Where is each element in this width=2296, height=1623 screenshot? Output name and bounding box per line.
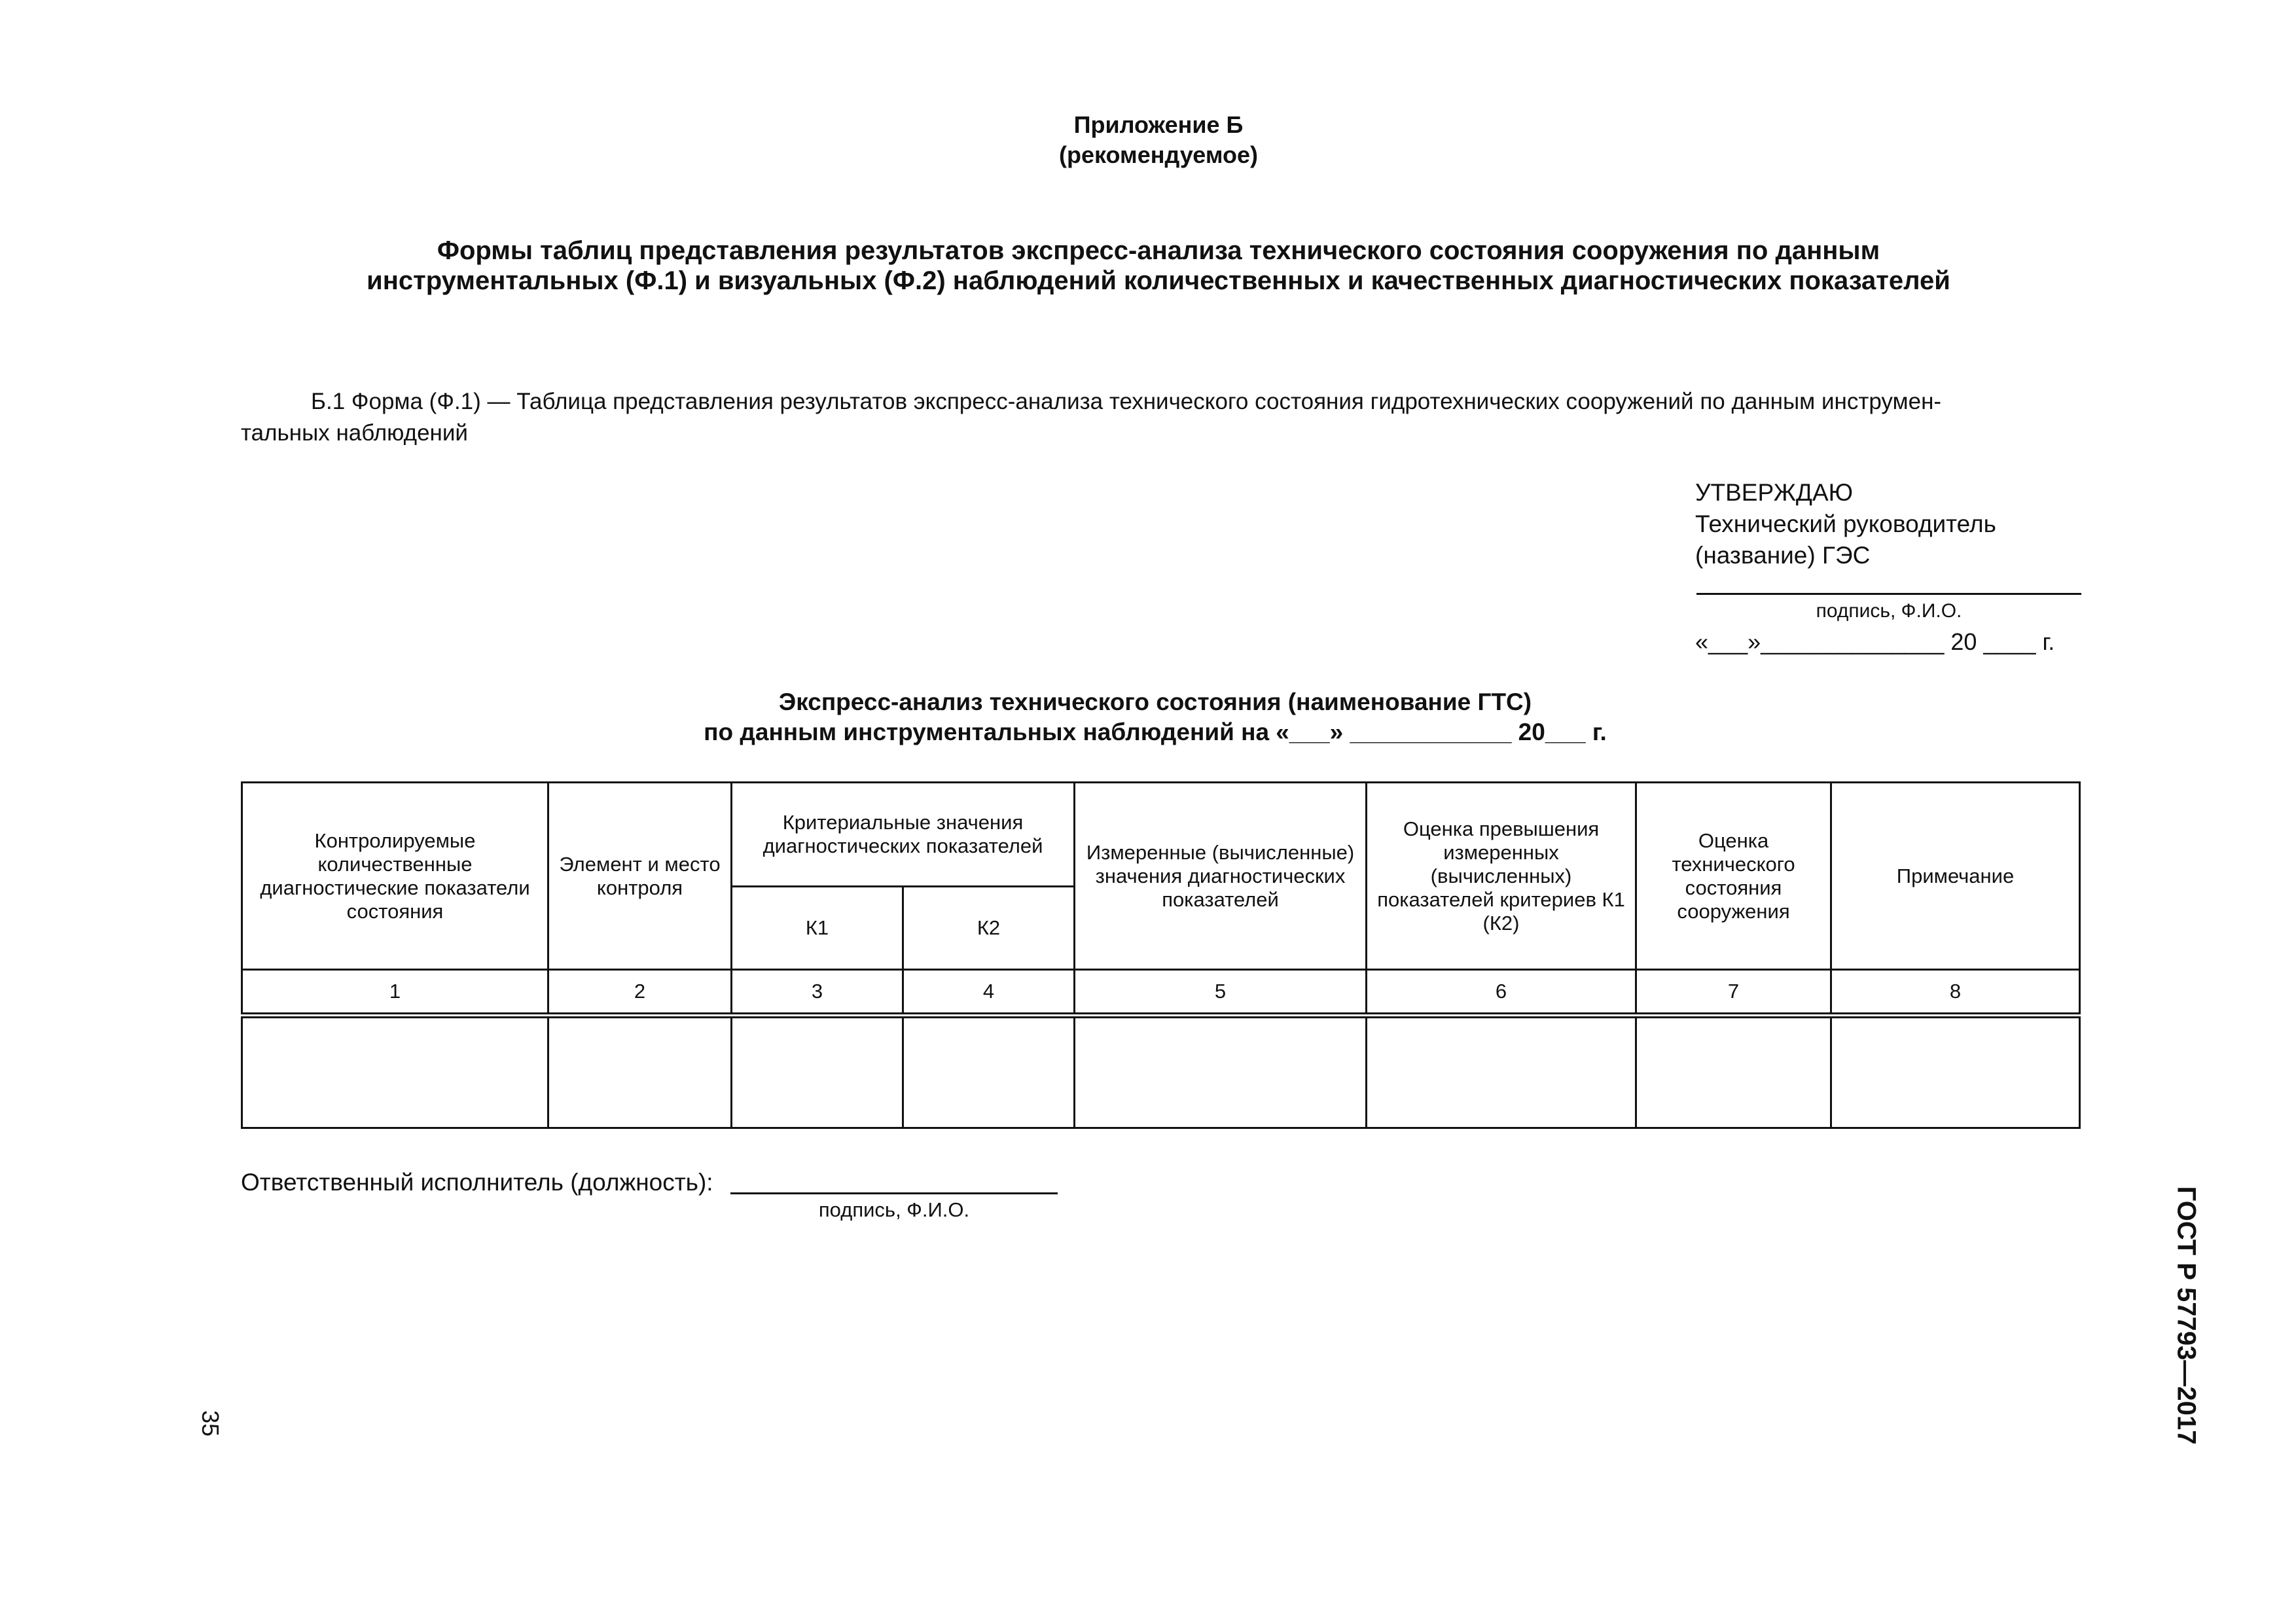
column-number: 8 <box>1831 970 2080 1016</box>
header-element-location: Элемент и место контроля <box>548 783 732 970</box>
appendix-title-line-1: Формы таблиц представления результатов экспресс-анализа технического состояния сооружения по данным <box>437 236 1880 265</box>
appendix-heading: Приложение Б <box>1073 111 1244 138</box>
column-number: 7 <box>1636 970 1831 1016</box>
responsible-label: Ответственный исполнитель (должность): <box>241 1169 713 1196</box>
column-number: 5 <box>1075 970 1367 1016</box>
approval-position: Технический руководитель <box>1695 510 1996 537</box>
appendix-status: (рекомендуемое) <box>1059 141 1258 168</box>
appendix-title-line-2: инструментальных (Ф.1) и визуальных (Ф.2) наблюдений количественных и качественных диагностических показателей <box>367 266 1950 295</box>
header-measured-values: Измеренные (вычисленные) значения диагностических показателей <box>1075 783 1367 970</box>
data-cell <box>1831 1016 2080 1128</box>
approval-organization: (название) ГЭС <box>1695 542 1871 569</box>
table-caption-line-1: Экспресс-анализ технического состояния (наименование ГТС) <box>778 688 1532 715</box>
column-number: 6 <box>1367 970 1636 1016</box>
header-criterial-values: Критериальные значения диагностических показателей <box>732 783 1075 887</box>
data-cell <box>903 1016 1075 1128</box>
data-cell <box>1367 1016 1636 1128</box>
header-exceedance-assessment: Оценка превышения измеренных (вычисленных) показателей критериев К1 (К2) <box>1367 783 1636 970</box>
column-number-row <box>242 970 2080 1016</box>
data-cell <box>1636 1016 1831 1128</box>
column-number: 4 <box>903 970 1075 1016</box>
table-header-row <box>242 783 2080 887</box>
data-cell <box>242 1016 548 1128</box>
header-note: Примечание <box>1831 783 2080 970</box>
express-analysis-table <box>241 781 2081 1129</box>
standard-text: ГОСТ Р 57793—2017 <box>2172 1186 2200 1445</box>
header-k1: К1 <box>732 887 903 970</box>
header-technical-condition: Оценка технического состояния сооружения <box>1636 783 1831 970</box>
page-number: 35 <box>197 1410 224 1437</box>
data-cell <box>732 1016 903 1128</box>
column-number: 3 <box>732 970 903 1016</box>
data-cell <box>548 1016 732 1128</box>
data-cell <box>1075 1016 1367 1128</box>
header-controlled-indicators: Контролируемые количественные диагностические показатели состояния <box>242 783 548 970</box>
empty-data-row <box>242 1016 2080 1128</box>
column-number: 1 <box>242 970 548 1016</box>
intro-line-2: тальных наблюдений <box>241 420 468 446</box>
form-introduction <box>241 386 2080 449</box>
responsible-signature-caption: подпись, Ф.И.О. <box>818 1198 970 1221</box>
approval-signature-caption: подпись, Ф.И.О. <box>1816 600 1962 622</box>
approval-signature-line <box>1696 593 2081 595</box>
intro-line-1 <box>241 386 2080 418</box>
table-caption-line-2: по данным инструментальных наблюдений на «___» ____________ 20___ г. <box>704 719 1607 745</box>
responsible-signature-line <box>730 1192 1058 1194</box>
column-number: 2 <box>548 970 732 1016</box>
intro-text-1: Б.1 Форма (Ф.1) — Таблица представления результатов экспресс-анализа технического состояния гидротехнических сооружений по данным инструмен- <box>311 389 1942 414</box>
standard-designation <box>2153 1186 2219 1445</box>
approval-date-line: «___»______________ 20 ____ г. <box>1695 628 2055 655</box>
approval-heading: УТВЕРЖДАЮ <box>1695 479 1854 506</box>
header-k2: К2 <box>903 887 1075 970</box>
